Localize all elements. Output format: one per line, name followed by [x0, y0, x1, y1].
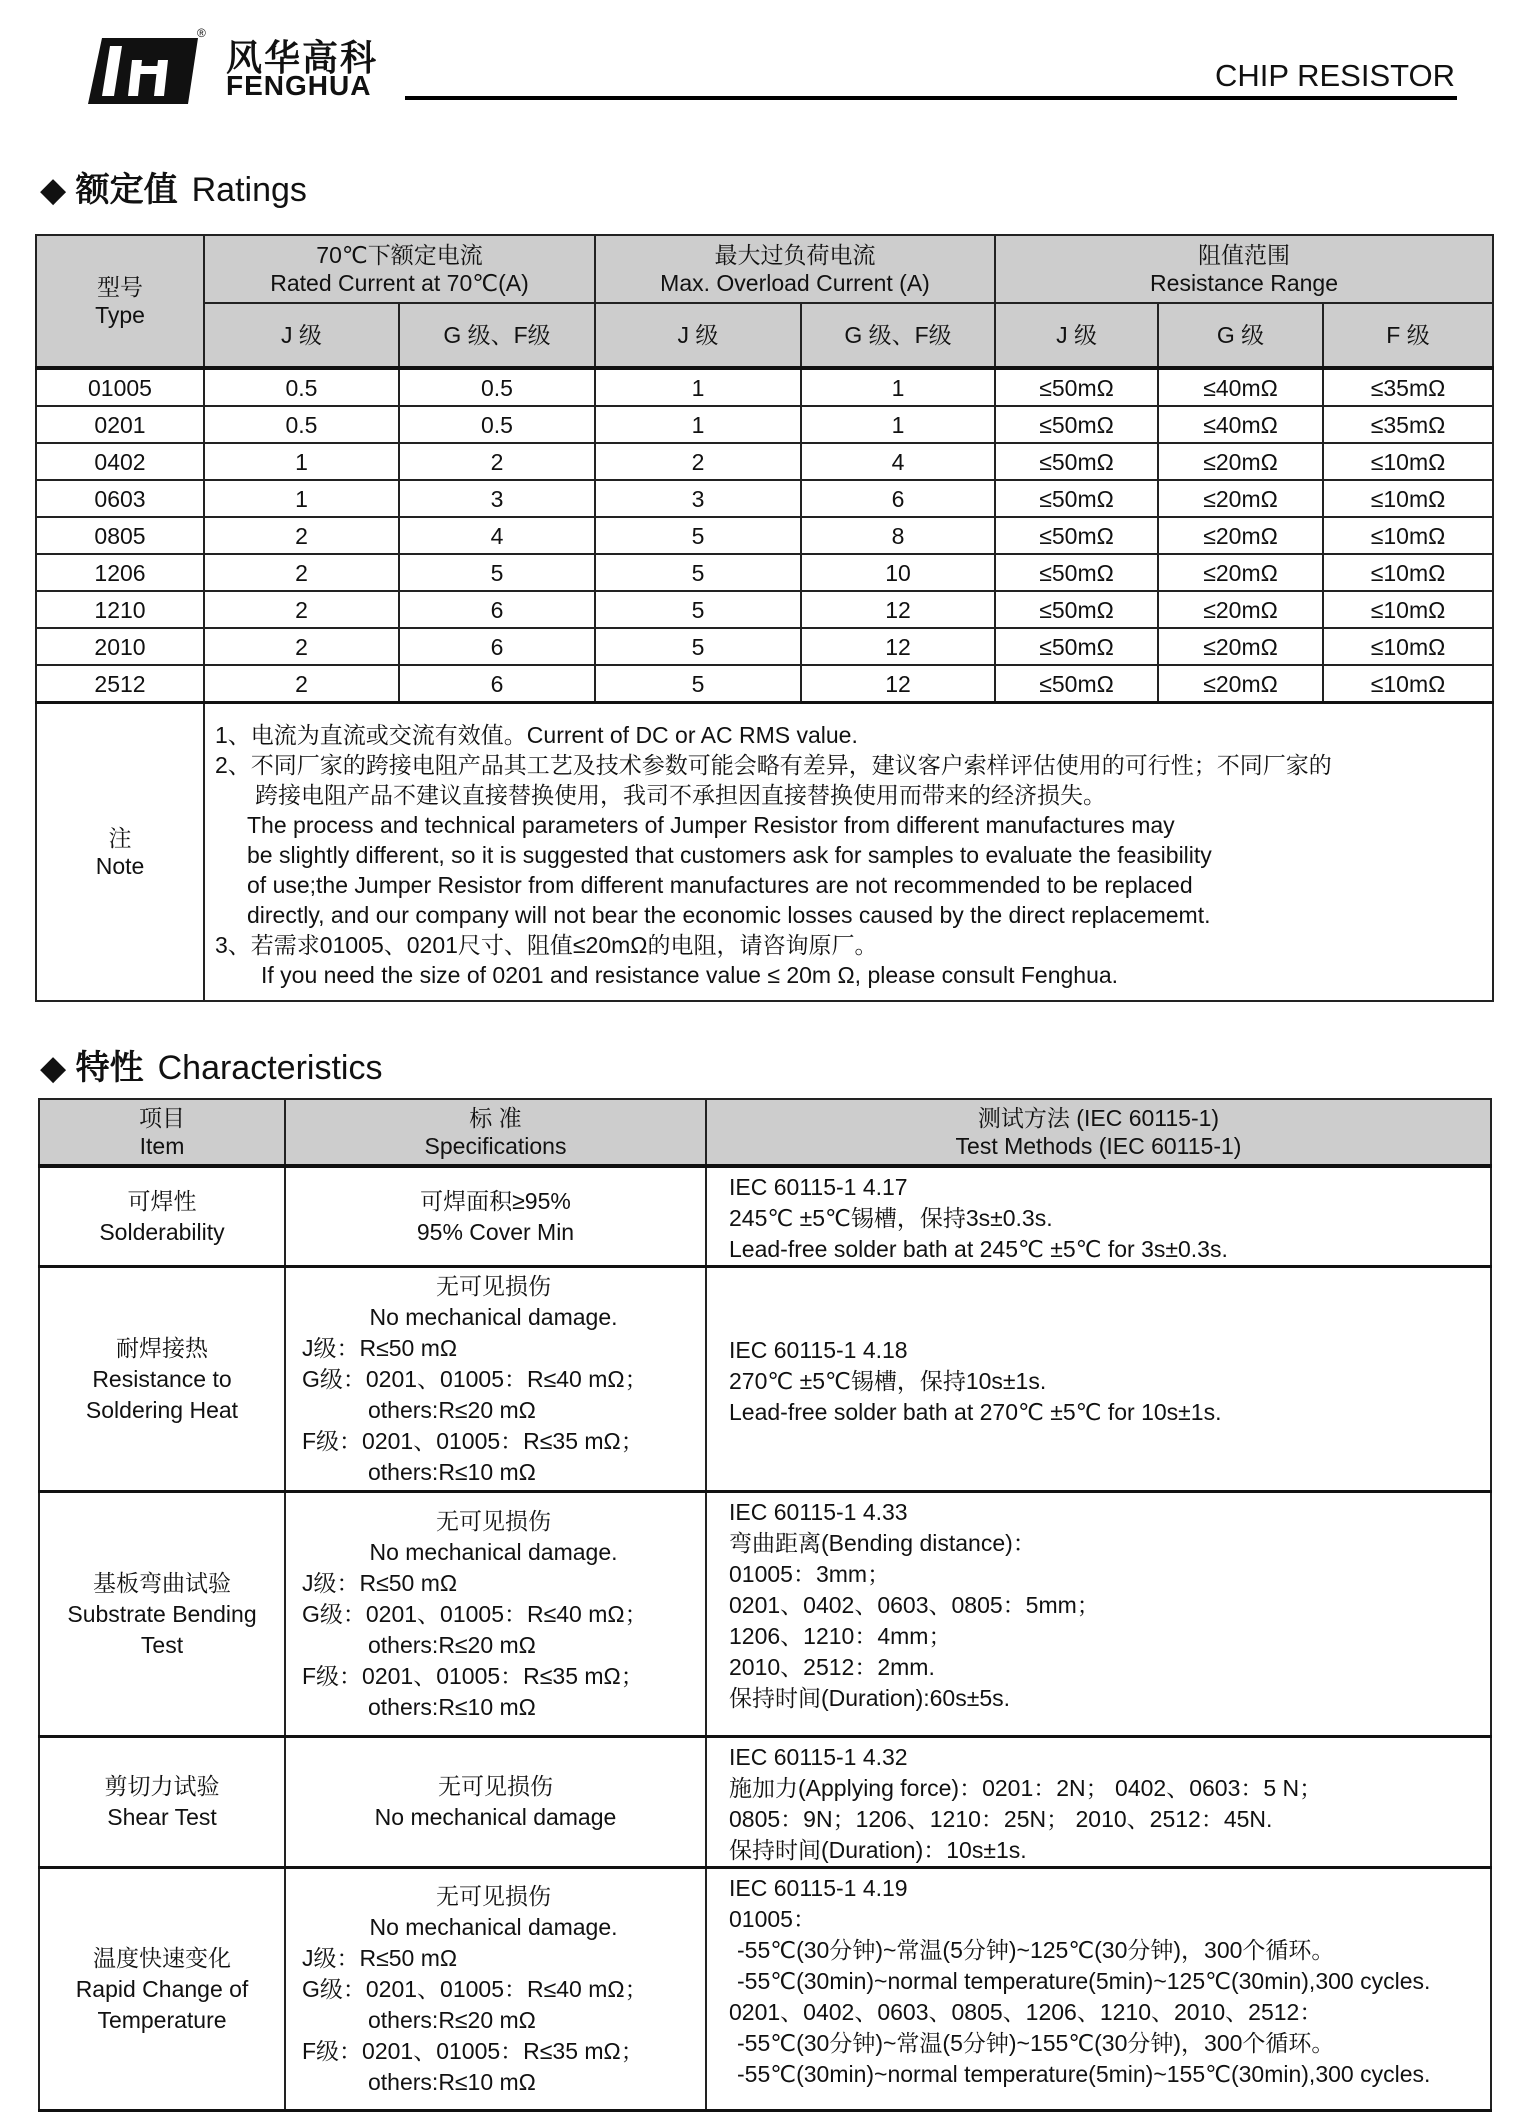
note-row — [36, 703, 1493, 1002]
cell-type: 1210 — [36, 591, 204, 628]
cell-value: ≤40mΩ — [1158, 368, 1323, 406]
cell-type: 2512 — [36, 665, 204, 703]
subheader-grade: F 级 — [1323, 303, 1493, 368]
cell-value: ≤20mΩ — [1158, 443, 1323, 480]
cell-value: 6 — [399, 628, 595, 665]
cell-value: ≤50mΩ — [995, 368, 1158, 406]
cell-value: ≤10mΩ — [1323, 480, 1493, 517]
item-cell: 基板弯曲试验 Substrate Bending Test — [39, 1492, 285, 1737]
cell-value: 6 — [399, 591, 595, 628]
spec-cell: 无可见损伤 No mechanical damage. J级：R≤50 mΩ G级：0201、01005：R≤40 mΩ； others:R≤20 mΩ F级：0201、01005：R≤35 mΩ； others:R≤10 mΩ — [285, 1492, 706, 1737]
cell-value: 12 — [801, 591, 995, 628]
cell-value: 3 — [399, 480, 595, 517]
cell-value: 2 — [204, 554, 399, 591]
spec-cell: 无可见损伤 No mechanical damage — [285, 1737, 706, 1868]
cell-type: 0402 — [36, 443, 204, 480]
test-method-cell: IEC 60115-1 4.19 01005： -55℃(30分钟)~常温(5分钟)~125℃(30分钟)，300个循环。 -55℃(30min)~normal temperature(5min)~125℃(30min),300 cycles. 0201、0402、0603、0805、1206、1210、2010、2512： -55℃(30分钟)~常温(5分钟)~155℃(30分钟)，300个循环。 -55℃(30min)~normal temperature(5min)~155℃(30min),300 cycles. — [706, 1868, 1491, 2111]
characteristics-table — [38, 1098, 1492, 2112]
cell-value: 2 — [595, 443, 801, 480]
notes — [204, 703, 1493, 1002]
cell-value: 6 — [801, 480, 995, 517]
subheader-grade: G 级 — [1158, 303, 1323, 368]
note-line: of use;the Jumper Resistor from different manufactures are not recommended to be replaced — [247, 872, 1193, 898]
cell-value: 2 — [399, 443, 595, 480]
cell-value: 12 — [801, 665, 995, 703]
cell-value: ≤10mΩ — [1323, 554, 1493, 591]
logo-text-en: FENGHUA — [226, 70, 372, 101]
table-row — [39, 1267, 1491, 1492]
cell-value: ≤50mΩ — [995, 517, 1158, 554]
cell-value: 5 — [595, 628, 801, 665]
item-cell: 耐焊接热 Resistance to Soldering Heat — [39, 1267, 285, 1492]
cell-value: 5 — [595, 665, 801, 703]
cell-value: 8 — [801, 517, 995, 554]
item-cell: 剪切力试验 Shear Test — [39, 1737, 285, 1868]
logo-text-cn: 风华高科 — [226, 37, 379, 78]
cell-value: ≤20mΩ — [1158, 591, 1323, 628]
subheader-grade: J 级 — [995, 303, 1158, 368]
cell-value: ≤50mΩ — [995, 591, 1158, 628]
cell-value: 2 — [204, 665, 399, 703]
characteristics-section-title — [40, 1040, 382, 1089]
cell-value: ≤50mΩ — [995, 406, 1158, 443]
table-row — [36, 665, 1493, 703]
header-rated-current: 70℃下额定电流 Rated Current at 70℃(A) — [204, 235, 595, 303]
table-row — [36, 443, 1493, 480]
spec-cell: 无可见损伤 No mechanical damage. J级：R≤50 mΩ G级：0201、01005：R≤40 mΩ； others:R≤20 mΩ F级：0201、01005：R≤35 mΩ； others:R≤10 mΩ — [285, 1868, 706, 2111]
header-col: 标 准 Specifications — [285, 1099, 706, 1166]
cell-value: ≤50mΩ — [995, 480, 1158, 517]
cell-value: 2 — [204, 517, 399, 554]
cell-value: 10 — [801, 554, 995, 591]
cell-value: 0.5 — [204, 368, 399, 406]
section-title-en: Ratings — [191, 171, 307, 209]
spec-cell: 无可见损伤 No mechanical damage. J级：R≤50 mΩ G级：0201、01005：R≤40 mΩ； others:R≤20 mΩ F级：0201、01005：R≤35 mΩ； others:R≤10 mΩ — [285, 1267, 706, 1492]
header-type: 型号 Type — [36, 235, 204, 368]
item-cell: 温度快速变化 Rapid Change of Temperature — [39, 1868, 285, 2111]
table-row — [36, 406, 1493, 443]
cell-value: ≤10mΩ — [1323, 591, 1493, 628]
cell-value: 0.5 — [204, 406, 399, 443]
table-row — [36, 628, 1493, 665]
cell-value: ≤10mΩ — [1323, 628, 1493, 665]
cell-type: 0603 — [36, 480, 204, 517]
note-line: 2、不同厂家的跨接电阻产品其工艺及技术参数可能会略有差异，建议客户索样评估使用的可行性；不同厂家的 — [215, 752, 1332, 778]
cell-type: 2010 — [36, 628, 204, 665]
table-row — [36, 480, 1493, 517]
cell-value: 1 — [801, 368, 995, 406]
ratings-section-title — [40, 162, 307, 211]
cell-value: ≤35mΩ — [1323, 368, 1493, 406]
cell-value: 4 — [801, 443, 995, 480]
header-resistance-range: 阻值范围 Resistance Range — [995, 235, 1493, 303]
cell-value: ≤50mΩ — [995, 554, 1158, 591]
note-line: directly, and our company will not bear the economic losses caused by the direct replacememt. — [247, 902, 1211, 928]
cell-value: 6 — [399, 665, 595, 703]
table-row — [36, 591, 1493, 628]
table-row — [39, 1737, 1491, 1868]
cell-value: ≤20mΩ — [1158, 480, 1323, 517]
note-line: The process and technical parameters of Jumper Resistor from different manufactures may — [247, 812, 1175, 838]
test-method-cell: IEC 60115-1 4.17 245℃ ±5℃锡槽，保持3s±0.3s. Lead-free solder bath at 245℃ ±5℃ for 3s±0.3s. — [706, 1166, 1491, 1267]
cell-type: 1206 — [36, 554, 204, 591]
note-line: be slightly different, so it is suggested that customers ask for samples to evaluate the feasibility — [247, 842, 1212, 868]
test-method-cell: IEC 60115-1 4.18 270℃ ±5℃锡槽，保持10s±1s. Lead-free solder bath at 270℃ ±5℃ for 10s±1s. — [706, 1267, 1491, 1492]
note-line: If you need the size of 0201 and resistance value ≤ 20m Ω, please consult Fenghua. — [261, 962, 1119, 988]
subheader-grade: G 级、F级 — [399, 303, 595, 368]
spec-cell: 可焊面积≥95% 95% Cover Min — [285, 1166, 706, 1267]
header-divider — [405, 96, 1457, 100]
subheader-grade: J 级 — [204, 303, 399, 368]
item-cell: 可焊性 Solderability — [39, 1166, 285, 1267]
cell-value: 1 — [204, 480, 399, 517]
fenghua-logo-icon — [88, 30, 198, 104]
note-label: 注 Note — [36, 703, 204, 1002]
subheader-grade: G 级、F级 — [801, 303, 995, 368]
table-row — [36, 554, 1493, 591]
cell-value: ≤50mΩ — [995, 665, 1158, 703]
table-row — [39, 1492, 1491, 1737]
cell-value: 1 — [595, 368, 801, 406]
cell-value: 1 — [595, 406, 801, 443]
cell-value: 5 — [595, 591, 801, 628]
cell-value: ≤40mΩ — [1158, 406, 1323, 443]
cell-type: 01005 — [36, 368, 204, 406]
test-method-cell: IEC 60115-1 4.33 弯曲距离(Bending distance)： 01005：3mm； 0201、0402、0603、0805：5mm； 1206、1210：4mm； 2010、2512：2mm. 保持时间(Duration):60s±5s. — [706, 1492, 1491, 1737]
cell-value: 3 — [595, 480, 801, 517]
subheader-grade: J 级 — [595, 303, 801, 368]
document-title: CHIP RESISTOR — [1214, 58, 1455, 93]
cell-value: ≤20mΩ — [1158, 554, 1323, 591]
ratings-table — [35, 234, 1494, 1002]
table-row — [39, 1868, 1491, 2111]
header-col: 项目 Item — [39, 1099, 285, 1166]
diamond-bullet-icon: ◆ — [40, 1049, 67, 1087]
cell-value: ≤35mΩ — [1323, 406, 1493, 443]
table-row — [36, 368, 1493, 406]
section-title-en: Characteristics — [157, 1049, 383, 1087]
table-row — [36, 517, 1493, 554]
note-line: 跨接电阻产品不建议直接替换使用，我司不承担因直接替换使用而带来的经济损失。 — [255, 782, 1106, 808]
header-col: 测试方法 (IEC 60115-1) Test Methods (IEC 60115-1) — [706, 1099, 1491, 1166]
table-row — [39, 1166, 1491, 1267]
diamond-bullet-icon: ◆ — [40, 171, 67, 209]
note-line: 1、电流为直流或交流有效值。Current of DC or AC RMS value. — [215, 722, 858, 748]
note-line: 3、若需求01005、0201尺寸、阻值≤20mΩ的电阻，请咨询原厂。 — [215, 932, 878, 958]
cell-value: ≤10mΩ — [1323, 443, 1493, 480]
section-title-cn: 额定值 — [75, 171, 178, 209]
cell-value: ≤10mΩ — [1323, 517, 1493, 554]
section-title-cn: 特性 — [75, 1049, 144, 1087]
cell-value: 12 — [801, 628, 995, 665]
cell-value: 2 — [204, 591, 399, 628]
cell-value: ≤10mΩ — [1323, 665, 1493, 703]
cell-value: 5 — [595, 517, 801, 554]
header-overload-current: 最大过负荷电流 Max. Overload Current (A) — [595, 235, 995, 303]
registered-mark: ® — [197, 26, 206, 40]
cell-value: 1 — [801, 406, 995, 443]
cell-value: 1 — [204, 443, 399, 480]
cell-value: 0.5 — [399, 368, 595, 406]
cell-value: ≤50mΩ — [995, 443, 1158, 480]
test-method-cell: IEC 60115-1 4.32 施加力(Applying force)：0201：2N； 0402、0603：5 N； 0805：9N；1206、1210：25N； 2010、2512：45N. 保持时间(Duration)：10s±1s. — [706, 1737, 1491, 1868]
cell-value: 5 — [399, 554, 595, 591]
cell-value: 0.5 — [399, 406, 595, 443]
cell-value: 4 — [399, 517, 595, 554]
cell-value: ≤50mΩ — [995, 628, 1158, 665]
cell-type: 0805 — [36, 517, 204, 554]
cell-value: ≤20mΩ — [1158, 517, 1323, 554]
cell-value: ≤20mΩ — [1158, 628, 1323, 665]
cell-value: ≤20mΩ — [1158, 665, 1323, 703]
cell-value: 5 — [595, 554, 801, 591]
cell-type: 0201 — [36, 406, 204, 443]
cell-value: 2 — [204, 628, 399, 665]
